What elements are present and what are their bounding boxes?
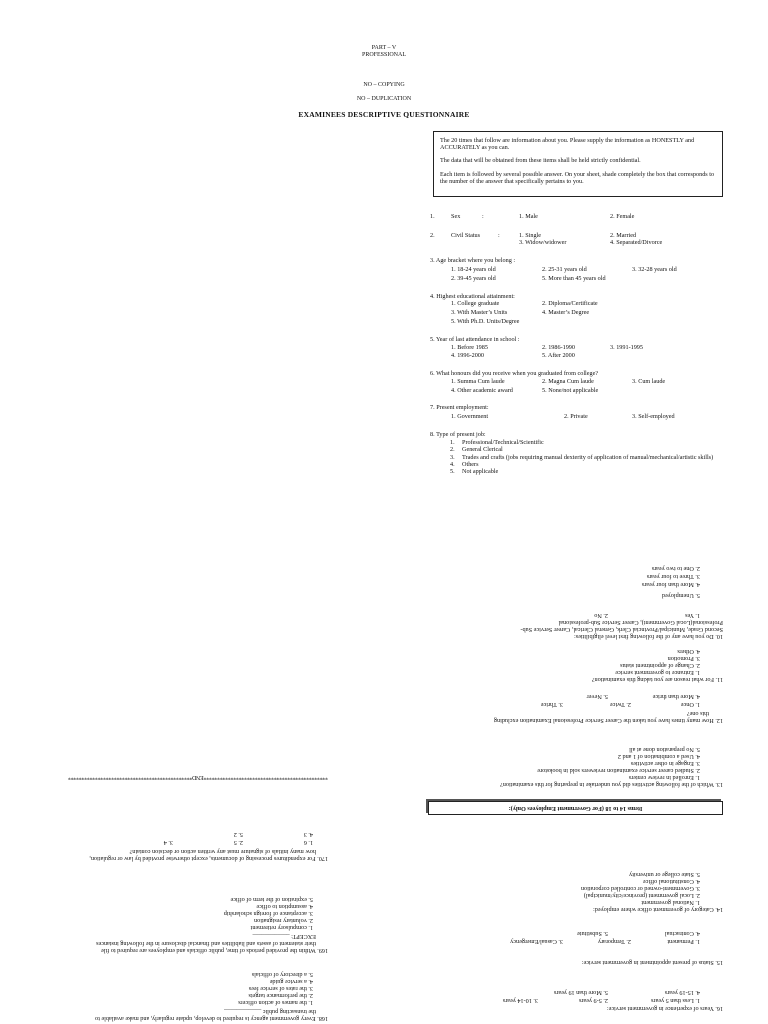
q9-option-5: 5. Unemployed — [661, 592, 700, 599]
q3-option-1: 1. 18-24 years old — [451, 266, 496, 273]
q12-option-1: 1. Once — [680, 701, 700, 708]
q169-question-line3: EXCEPT: ____________ — [252, 933, 316, 940]
q16-question: 16. Years of experience in government service: — [606, 1005, 723, 1012]
q170-question: 170. For expenditures processing of documents, except otherwise provided by law or regulation, — [89, 855, 328, 862]
q7-question: 7. Present employment: — [430, 404, 489, 411]
q168-option-4: 4. a service guide — [269, 978, 313, 985]
q7-option-2: 2. Private — [564, 413, 588, 420]
q2-label: Civil Status — [451, 232, 481, 239]
q6-option-4: 4. Other academic award — [451, 387, 513, 394]
q4-option-4: 4. Master’s Degree — [542, 309, 590, 316]
q3-option-3: 3. 32-28 years old — [632, 266, 677, 273]
q8-option: 1. Professional/Technical/Scientific — [450, 439, 544, 447]
q16-option-5: 5. More than 19 years — [553, 989, 608, 996]
q169-question-line2: their statement of assets and liabilities and financial disclosure in the following instances — [96, 940, 316, 947]
q16-option-3: 3. 10-14 years — [502, 997, 538, 1004]
q12-option-3: 3. Thrice — [540, 701, 563, 708]
q14-option-2: 2. Local government (province/city/municipal) — [583, 892, 700, 899]
q3-option-4: 2. 39-45 years old — [451, 275, 496, 282]
q169-option-2: 2. voluntary resignation — [254, 917, 313, 924]
q3-option-5: 5. More than 45 years old — [542, 275, 606, 282]
q5-option-1: 1. Before 1985 — [451, 344, 488, 351]
government-employees-note: Items 14 to 18 (For Government Employees Only): — [428, 801, 723, 815]
q5-option-5: 5. After 2000 — [542, 352, 575, 359]
q10-option-2: 2. No — [594, 612, 608, 619]
q1-colon: : — [482, 213, 484, 220]
q16-option-4: 4. 15-19 years — [664, 989, 700, 996]
q6-option-2: 2. Magna Cum laude — [542, 378, 594, 385]
q2-colon: : — [498, 232, 500, 239]
q13-question: 13. Which of the following activities did you undertake in preparing for this examination? — [500, 781, 723, 788]
q13-option-5: 5. No preparation done at all — [629, 746, 700, 753]
q8-option: 3. Trades and crafts (jobs requiring manual dexterity of application of manual/mechanical/artistic skills) — [450, 453, 714, 461]
q12-question: 12. How many times have you taken the Career Service Professional Examination excluding — [493, 717, 723, 724]
q11-option-1: 1. Entrance to government service — [615, 669, 700, 676]
q16-option-1: 1. Less than 5 years — [651, 997, 700, 1004]
q4-question: 4. Highest educational attainment: — [430, 293, 515, 300]
q14-option-4: 4. Constitutional office — [642, 878, 700, 885]
q11-option-2: 2. Change of appointment status — [620, 662, 700, 669]
q9-option-3: 3. Three to four years — [646, 573, 700, 580]
q2-number: 2. — [430, 232, 435, 239]
q169-question: 169. Within the provided periods of time, public officials and employees are required to file — [100, 947, 328, 954]
q14-option-1: 1. National government — [641, 899, 700, 906]
q4-option-1: 1. College graduate — [451, 300, 500, 307]
q15-option-2: 2. Temporary — [597, 938, 631, 945]
q168-option-5: 5. a directory of officials — [251, 971, 313, 978]
q169-option-1: 1. compulsory retirement — [250, 924, 313, 931]
q9-option-4: 4. More than four years — [641, 581, 700, 588]
q1-label: Sex — [451, 213, 461, 220]
q169-option-5: 5. expiration of the term of office — [230, 896, 313, 903]
q8-block — [430, 431, 725, 475]
q2-option-1: 1. Single — [519, 232, 542, 239]
q3-option-2: 2. 25-31 years old — [542, 266, 587, 273]
q11-option-4: 4. Others — [677, 648, 700, 655]
q15-question: 15. Status of present appointment in government service: — [581, 959, 723, 966]
q13-option-2: 2. Studied career service examination reviewers sold in bookstore — [537, 767, 700, 774]
q6-option-3: 3. Cum laude — [632, 378, 666, 385]
q7-option-1: 1. Government — [451, 413, 489, 420]
instructions-paragraph-3: Each item is followed by several possible answer. On your sheet, shade completely the box that corresponds to the number of the answer that specifically pertains to you. — [440, 170, 715, 185]
part-sublabel: PROFESSIONAL — [361, 52, 406, 58]
q6-question: 6. What honours did you receive when you graduated from college? — [430, 370, 599, 377]
q3-question: 3. Age bracket where you belong : — [430, 257, 516, 264]
end-marker: **********************************************END********************************************** — [68, 774, 328, 780]
q8-option: 2. General Clerical — [450, 446, 503, 454]
q10-question: 10. Do you have any of the following first level eligibilities: — [574, 633, 723, 640]
q4-option-3: 3. With Master’s Units — [451, 309, 508, 316]
q168-option-1: 1. the names of action officers — [238, 999, 313, 1006]
q1-option-1: 1. Male — [519, 213, 538, 220]
q9-option-2: 2. One to two years — [651, 565, 700, 572]
q168-option-2: 2. the performance targets — [248, 992, 313, 999]
q11-question: 11. For what reason are you taking this examination? — [591, 676, 723, 683]
q14-option-3: 3. Government-owned or controlled corporation — [580, 885, 700, 892]
no-copying-notice: NO – COPYING — [363, 82, 405, 88]
q13-option-1: 1. Enrolled in review centers — [628, 774, 700, 781]
q8-option: 5. Not applicable — [450, 468, 499, 476]
q15-option-5: 5. Substitute — [577, 930, 608, 937]
page-title: EXAMINEES DESCRIPTIVE QUESTIONNAIRE — [298, 110, 470, 119]
q170-option-2: 2. 5 — [233, 839, 243, 846]
q11-option-3: 3. Promotion — [667, 655, 700, 662]
q14-option-5: 5. State college or university — [629, 871, 700, 878]
q170-option-5: 5. 2 — [233, 831, 243, 838]
q6-option-5: 5. None/not applicable — [542, 387, 599, 394]
q16-option-2: 2. 5-9 years — [578, 997, 608, 1004]
q10-question-line3: Professional(Local Government), Career Service Sub-professional — [558, 619, 723, 626]
q168-question: 168. Every government agency is required to develop, update regularly, and make available to — [95, 1015, 328, 1022]
q168-question-cont: the transacting public ____________ — [224, 1008, 316, 1015]
q4-option-2: 2. Diploma/Certificate — [542, 300, 598, 307]
q12-option-5: 5. Never — [586, 693, 608, 700]
q10-option-1: 1. Yes — [685, 612, 700, 619]
q169-option-3: 3. acceptance of foreign scholarship — [223, 910, 313, 917]
inverted-page-section — [0, 555, 768, 1024]
q5-question: 5. Year of last attendance in school : — [430, 336, 520, 343]
q1-number: 1. — [430, 213, 435, 220]
q14-question: 14. Category of government office where employed: — [593, 906, 723, 913]
q7-option-3: 3. Self-employed — [632, 413, 675, 420]
q8-question: 8. Type of present job: — [430, 431, 486, 438]
q15-option-4: 4. Contractual — [664, 930, 700, 937]
q15-option-1: 1. Permanent — [667, 938, 700, 945]
q1-option-2: 2. Female — [610, 213, 635, 220]
q12-option-2: 2. Twice — [609, 701, 631, 708]
q170-option-1: 1. 6 — [303, 839, 313, 846]
q2-option-2: 2. Married — [610, 232, 637, 239]
q10-question-line2: Second Grade, Municipal/Provincial Clerk, General Clerical, Career Service Sub- — [520, 626, 723, 633]
instructions-box — [433, 131, 723, 197]
q15-option-3: 3. Casual/Emergency — [510, 938, 563, 945]
q6-option-1: 1. Summa Cum laude — [451, 378, 505, 385]
q170-question-cont: how many initials of signature must any written action or decision contain? — [129, 848, 316, 855]
instructions-paragraph-2: The data that will be obtained from these items shall be held strictly confidential. — [440, 157, 641, 165]
instructions-paragraph-1: The 20 times that follow are information about you. Please supply the information as HONESTLY and ACCURATELY as you can. — [440, 137, 695, 152]
q12-question-cont: this one? — [686, 710, 709, 717]
q13-option-3: 3. Engage in other activities — [630, 760, 700, 767]
q12-option-4: 4. More than thrice — [652, 693, 700, 700]
q13-option-4: 4. Used a combination of 1 and 2 — [617, 753, 700, 760]
q169-option-4: 4. assumption to office — [256, 903, 313, 910]
q8-option: 4. Others — [450, 460, 479, 468]
q4-option-5: 5. With Ph.D. Units/Degree — [451, 318, 520, 325]
q5-option-2: 2. 1986-1990 — [542, 344, 575, 351]
q170-option-4: 4. 3 — [303, 831, 313, 838]
q168-option-3: 3. the rates of service fees — [248, 985, 313, 992]
no-duplication-notice: NO – DUPLICATION — [356, 96, 412, 102]
part-label: PART – V — [371, 45, 397, 51]
q5-option-3: 3. 1991-1995 — [610, 344, 643, 351]
q170-option-3: 3. 4 — [163, 839, 173, 846]
q2-option-3: 3. Widow/widower — [519, 239, 567, 246]
q5-option-4: 4. 1996-2000 — [451, 352, 484, 359]
q2-option-4: 4. Separated/Divorce — [610, 239, 663, 246]
